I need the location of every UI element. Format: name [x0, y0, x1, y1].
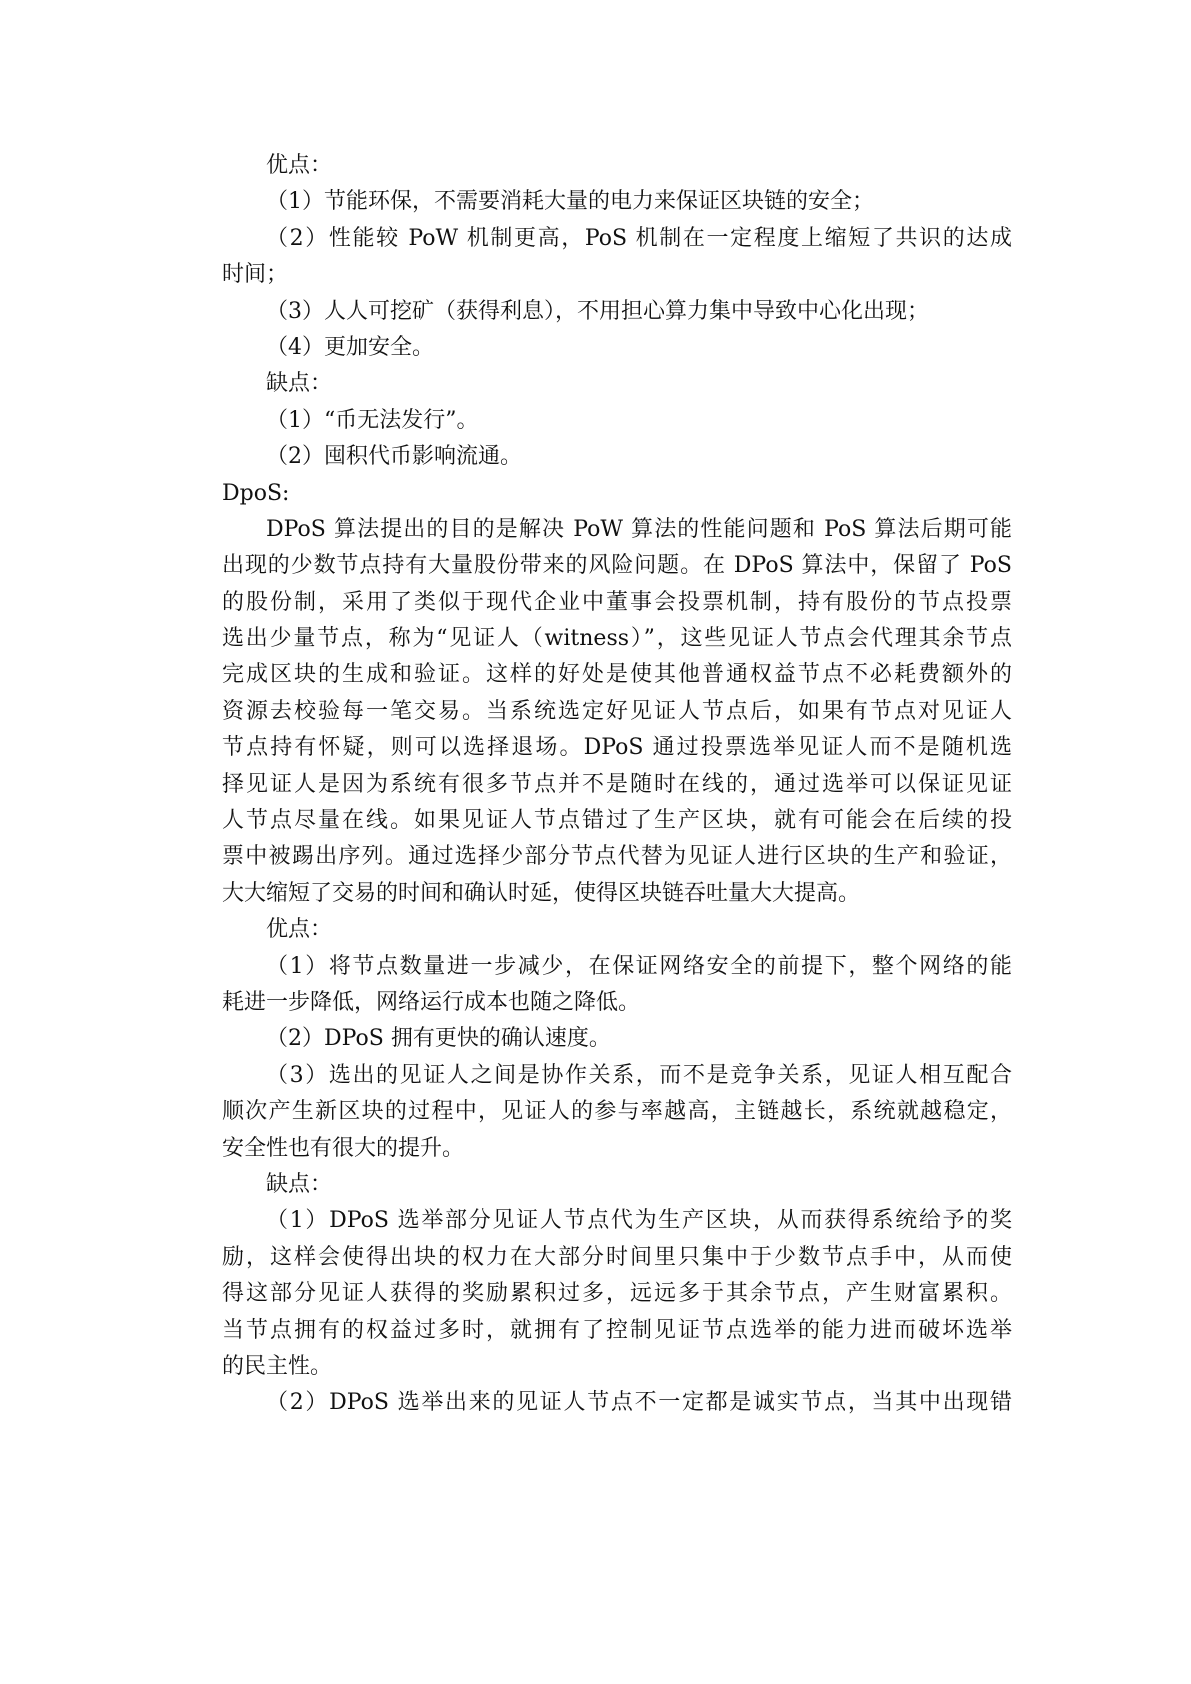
text-line: 缺点： [266, 371, 333, 397]
text-line: 耗进一步降低，网络运行成本也随之降低。 [222, 989, 641, 1015]
text-line: 的股份制，采用了类似于现代企业中董事会投票机制，持有股份的节点投票 [222, 589, 1012, 615]
text-line: （1）节能环保，不需要消耗大量的电力来保证区块链的安全； [266, 189, 874, 215]
text-line: 顺次产生新区块的过程中，见证人的参与率越高，主链越长，系统就越稳定， [222, 1099, 1012, 1125]
text-line: （1）将节点数量进一步减少，在保证网络安全的前提下，整个网络的能 [266, 953, 1012, 979]
document-page [222, 148, 1012, 1422]
text-line: 资源去校验每一笔交易。当系统选定好见证人节点后，如果有节点对见证人 [222, 698, 1012, 724]
text-line: 励，这样会使得出块的权力在大部分时间里只集中于少数节点手中，从而使 [222, 1244, 1012, 1270]
text-line: 票中被踢出序列。通过选择少部分节点代替为见证人进行区块的生产和验证， [222, 844, 1012, 870]
text-line: （2）性能较 PoW 机制更高，PoS 机制在一定程度上缩短了共识的达成 [266, 225, 1012, 251]
text-line: 选出少量节点，称为“见证人（witness）”，这些见证人节点会代理其余节点 [222, 626, 1012, 652]
text-line: 优点： [266, 917, 333, 943]
text-line: （2）囤积代币影响流通。 [266, 444, 522, 470]
text-line: 的民主性。 [222, 1353, 333, 1379]
text-line: 得这部分见证人获得的奖励累积过多，远远多于其余节点，产生财富累积。 [222, 1281, 1012, 1307]
text-line: （3）选出的见证人之间是协作关系，而不是竞争关系，见证人相互配合 [266, 1062, 1012, 1088]
text-line: 时间； [222, 262, 289, 288]
text-line: （3）人人可挖矿（获得利息），不用担心算力集中导致中心化出现； [266, 298, 929, 324]
text-line: （4）更加安全。 [266, 334, 434, 360]
text-line: 择见证人是因为系统有很多节点并不是随时在线的，通过选举可以保证见证 [222, 771, 1012, 797]
text-line: DPoS 算法提出的目的是解决 PoW 算法的性能问题和 PoS 算法后期可能 [266, 516, 1012, 542]
text-line: 大大缩短了交易的时间和确认时延，使得区块链吞吐量大大提高。 [222, 880, 861, 906]
text-line: 当节点拥有的权益过多时，就拥有了控制见证节点选举的能力进而破坏选举 [222, 1317, 1012, 1343]
text-line: 安全性也有很大的提升。 [222, 1135, 465, 1161]
text-line: （1）“币无法发行”。 [266, 407, 479, 433]
text-line: 节点持有怀疑，则可以选择退场。DPoS 通过投票选举见证人而不是随机选 [222, 735, 1012, 761]
text-line: 优点： [266, 153, 333, 178]
text-line: （2）DPoS 拥有更快的确认速度。 [266, 1026, 611, 1052]
text-line: DpoS: [222, 480, 290, 506]
text-line: （2）DPoS 选举出来的见证人节点不一定都是诚实节点，当其中出现错 [266, 1390, 1012, 1416]
text-line: 完成区块的生成和验证。这样的好处是使其他普通权益节点不必耗费额外的 [222, 662, 1012, 688]
text-line: 出现的少数节点持有大量股份带来的风险问题。在 DPoS 算法中，保留了 PoS [222, 553, 1012, 579]
text-line: 人节点尽量在线。如果见证人节点错过了生产区块，就有可能会在后续的投 [222, 808, 1012, 834]
text-line: 缺点： [266, 1171, 333, 1197]
text-line: （1）DPoS 选举部分见证人节点代为生产区块，从而获得系统给予的奖 [266, 1208, 1012, 1234]
